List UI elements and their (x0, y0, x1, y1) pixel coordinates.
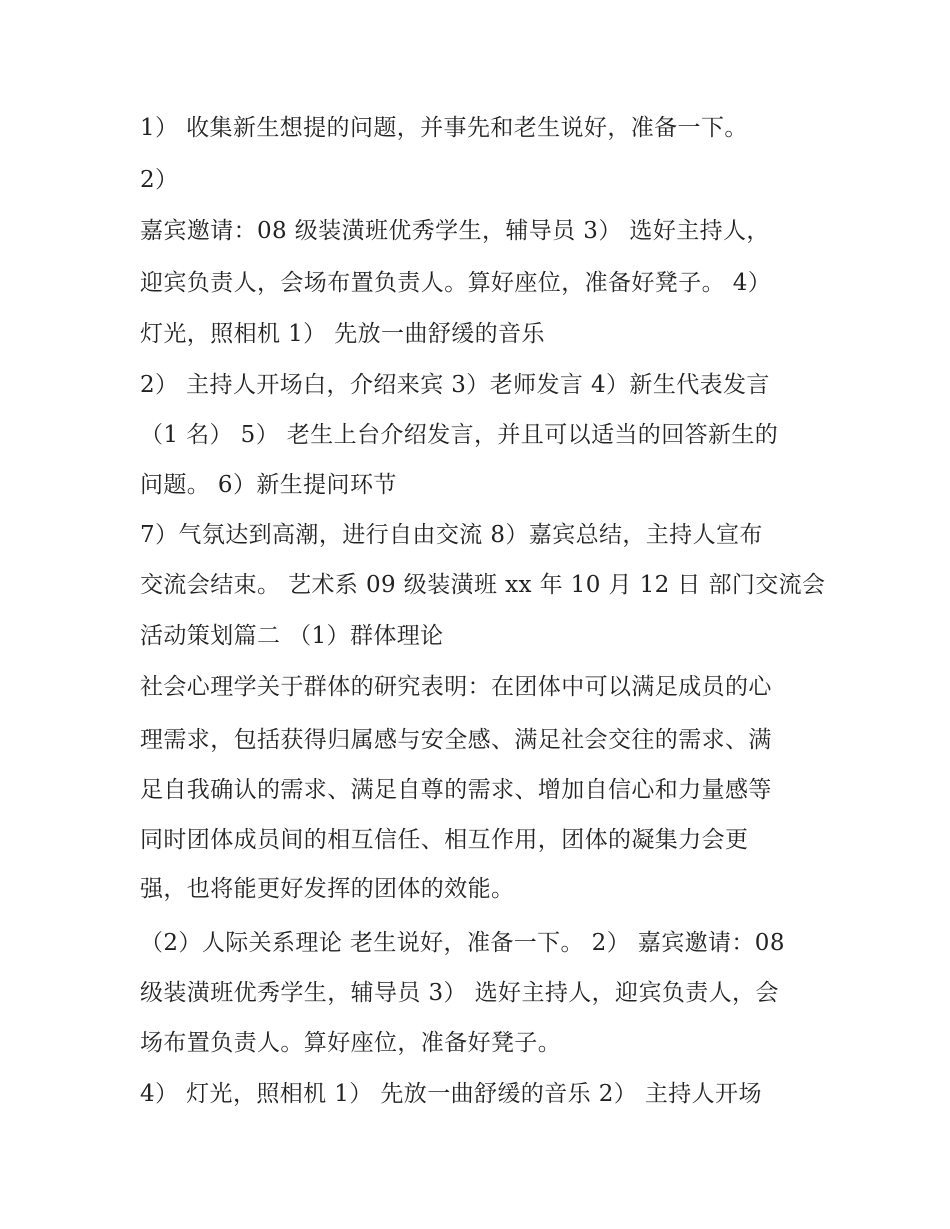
text-line: 灯光，照相机 1） 先放一曲舒缓的音乐 (140, 321, 545, 347)
text-line: 交流会结束。 艺术系 09 级装潢班 xx 年 10 月 12 日 部门交流会 (140, 572, 826, 598)
text-line: （1 名） 5） 老生上台介绍发言，并且可以适当的回答新生的 (140, 422, 779, 448)
text-line: 7）气氛达到高潮，进行自由交流 8）嘉宾总结，主持人宣布 (140, 522, 763, 548)
text-line: 理需求，包括获得归属感与安全感、满足社会交往的需求、满 (140, 727, 772, 753)
text-line: 4） 灯光，照相机 1） 先放一曲舒缓的音乐 2） 主持人开场 (140, 1081, 762, 1107)
text-line: 2） 主持人开场白，介绍来宾 3）老师发言 4）新生代表发言 (140, 372, 770, 398)
text-line: （2）人际关系理论 老生说好，准备一下。 2） 嘉宾邀请：08 (140, 930, 785, 956)
text-line: 场布置负责人。算好座位，准备好凳子。 (140, 1030, 562, 1056)
text-line: 问题。 6）新生提问环节 (140, 472, 397, 498)
text-line: 足自我确认的需求、满足自尊的需求、增加自信心和力量感等 (140, 777, 772, 803)
text-line: 社会心理学关于群体的研究表明：在团体中可以满足成员的心 (140, 674, 772, 700)
text-line: 活动策划篇二 （1）群体理论 (140, 623, 444, 649)
text-line: 嘉宾邀请：08 级装潢班优秀学生，辅导员 3） 选好主持人， (140, 218, 770, 244)
text-line: 1） 收集新生想提的问题，并事先和老生说好，准备一下。 (140, 115, 748, 141)
text-line: 强，也将能更好发挥的团体的效能。 (140, 876, 515, 902)
text-line: 级装潢班优秀学生，辅导员 3） 选好主持人，迎宾负责人，会 (140, 980, 779, 1006)
text-line: 迎宾负责人，会场布置负责人。算好座位，准备好凳子。 4） (140, 270, 772, 296)
text-line: 2） (140, 167, 179, 193)
text-line: 同时团体成员间的相互信任、相互作用，团体的凝集力会更 (140, 827, 749, 853)
